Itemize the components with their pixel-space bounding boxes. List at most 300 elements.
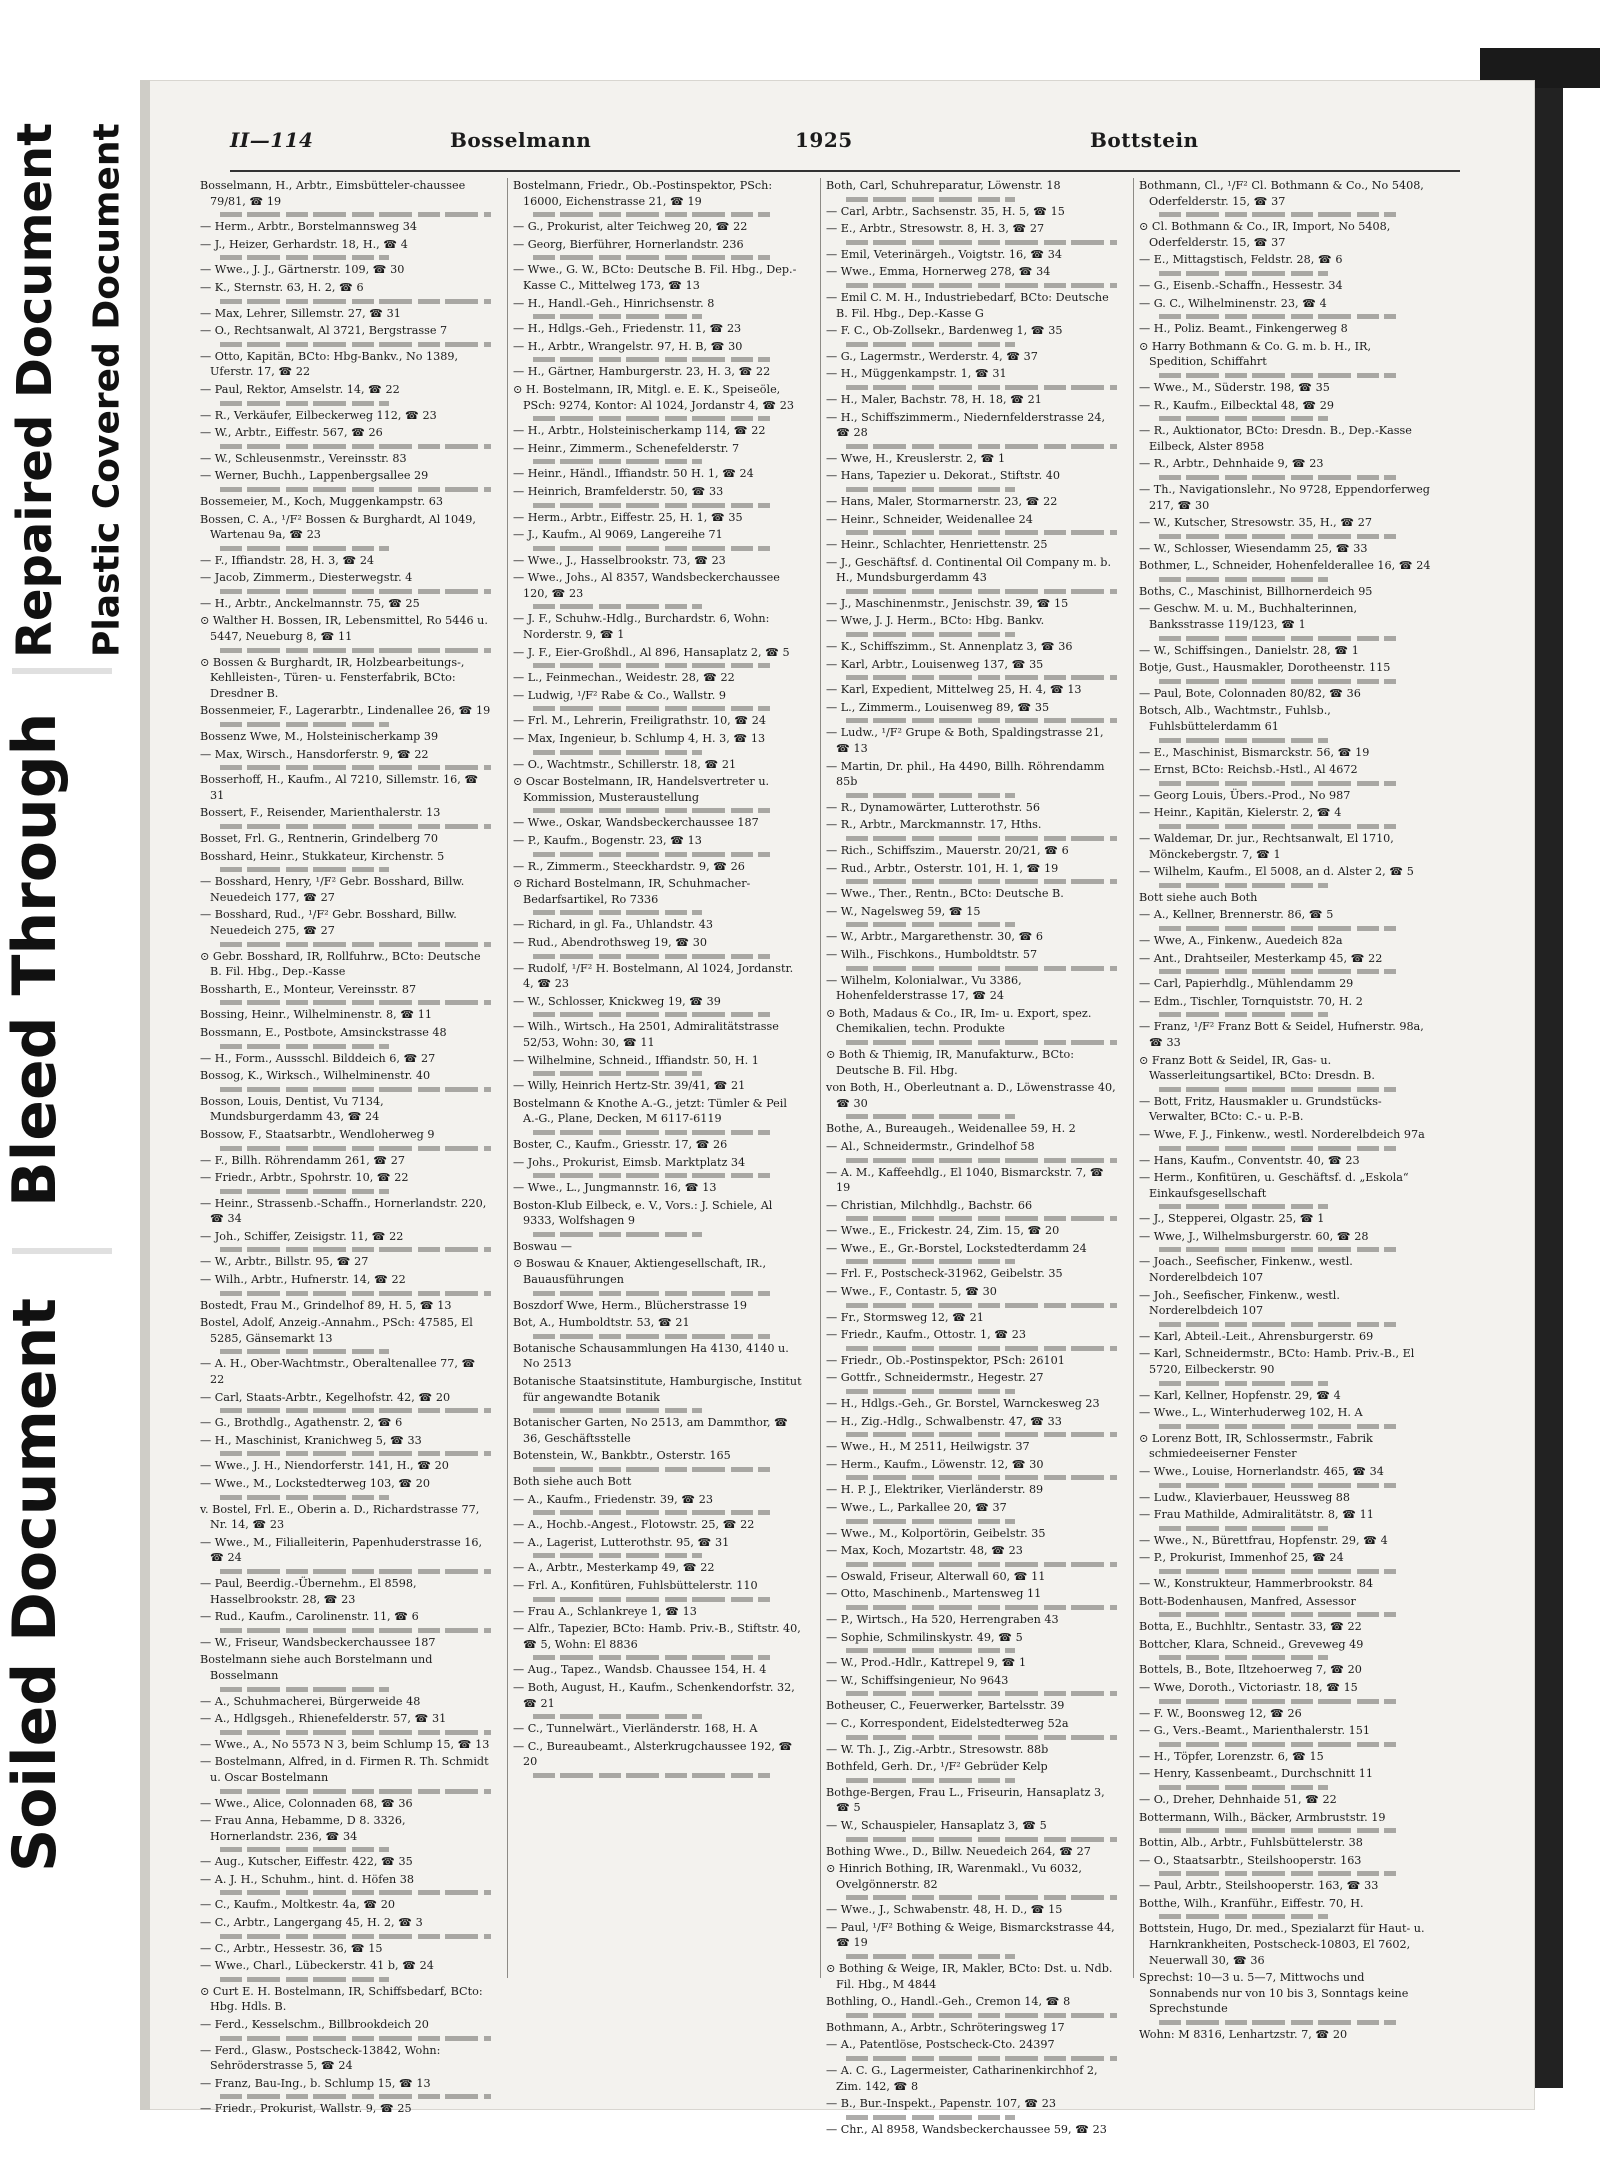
directory-entry [826,1630,1118,1654]
print-continuation-line [220,1890,491,1895]
entry-text: — Heinr., Strassenb.-Schaffn., Hornerlandstr. 220, ☎ 34 [200,1196,487,1226]
directory-entry [513,237,805,261]
print-continuation-line [1159,212,1396,217]
directory-entry [200,1254,492,1270]
entry-text: — Th., Navigationslehr., No 9728, Eppendorferweg 217, ☎ 30 [1139,482,1430,512]
print-continuation-line [533,1130,770,1135]
directory-entry [513,1662,805,1678]
directory-entry [1139,1550,1431,1574]
directory-entry [826,1612,1118,1628]
entry-text: — C., Tunnelwärt., Vierländerstr. 168, H. A [513,1722,758,1736]
directory-entry [513,917,805,933]
entry-text: ⊙ Gebr. Bosshard, IR, Rollfuhrw., BCto: Deutsche B. Fil. Hbg., Dep.-Kasse [200,949,481,979]
entry-text: — Wwe., M., Filialleiterin, Papenhuderstrasse 16, ☎ 24 [200,1535,483,1565]
directory-entry [513,1053,805,1077]
print-continuation-line [220,1291,491,1296]
entry-text: — H., Müggenkampstr. 1, ☎ 31 [826,367,1007,381]
print-continuation-line [846,487,1015,492]
entry-text: Botanische Schausammlungen Ha 4130, 4140 u. No 2513 [513,1341,789,1371]
directory-entry [1139,703,1431,742]
directory-entry [826,1047,1118,1078]
entry-text: — L., Feinmechan., Weidestr. 28, ☎ 22 [513,671,735,685]
entry-text: — H., Maler, Bachstr. 78, H. 18, ☎ 21 [826,392,1042,406]
directory-entry [1139,1053,1431,1092]
directory-entry [200,805,492,829]
entry-text: — Ferd., Glasw., Postscheck-13842, Wohn: Sehröderstrasse 5, ☎ 24 [200,2043,441,2073]
directory-entry [513,1535,805,1559]
directory-entry [1139,1388,1431,1404]
entry-text: — Wwe., Johs., Al 8357, Wandsbeckerchaussee 120, ☎ 23 [513,571,780,600]
print-continuation-line [846,1303,1117,1308]
entry-text: — Friedr., Prokurist, Wallstr. 9, ☎ 25 [200,2102,412,2116]
directory-entry [826,800,1118,816]
directory-entry [826,1080,1118,1119]
directory-entry [1139,660,1431,684]
entry-text: — Joach., Seefischer, Finkenw., westl. Norderelbdeich 107 [1139,1255,1353,1285]
entry-text: — Wwe, J. J. Herm., BCto: Hbg. Bankv. [826,614,1045,628]
directory-entry [1139,1680,1431,1704]
directory-entry [826,657,1118,681]
directory-entry [1139,584,1431,600]
entry-text: — L., Zimmerm., Louisenweg 89, ☎ 35 [826,700,1050,714]
directory-entry [200,982,492,1006]
print-continuation-line [533,314,702,319]
entry-text: — A., Kellner, Brennerstr. 86, ☎ 5 [1139,908,1334,922]
print-continuation-line [533,459,702,464]
directory-entry [200,2017,492,2041]
entry-text: — A. H., Ober-Wachtmstr., Oberaltenallee 77, ☎ 22 [200,1357,476,1387]
directory-entry [200,1609,492,1633]
entry-text: — W., Schauspieler, Hansaplatz 3, ☎ 5 [826,1818,1047,1832]
directory-entry [513,1374,805,1413]
entry-text: — E., Maschinist, Bismarckstr. 56, ☎ 19 [1139,745,1370,759]
entry-text: — W., Schiffsingenieur, No 9643 [826,1673,1009,1687]
directory-entry [200,1984,492,2015]
directory-entry [513,382,805,421]
directory-entry [513,219,805,235]
entry-text: — O., Rechtsanwalt, Al 3721, Bergstrasse 7 [200,324,448,338]
entry-text: — Carl, Arbtr., Sachsenstr. 35, H. 5, ☎ 15 [826,204,1065,218]
entry-text: — Ferd., Kesselschm., Billbrookdeich 20 [200,2018,429,2032]
entry-text: — H., Poliz. Beamt., Finkengerweg 8 [1139,322,1348,336]
entry-text: — Wwe., M., Lockstedterweg 103, ☎ 20 [200,1477,431,1490]
entry-text: Bossmann, E., Postbote, Amsinckstrasse 48 [200,1025,447,1039]
entry-text: — Wwe., F., Contastr. 5, ☎ 30 [826,1285,997,1299]
directory-entry [1139,1507,1431,1531]
print-continuation-line [1159,738,1328,743]
entry-text: Boszdorf Wwe, Herm., Blücherstrasse 19 [513,1298,747,1312]
print-continuation-line [533,910,702,915]
entry-text: Bothling, O., Handl.-Geh., Cremon 14, ☎ 8 [826,1995,1071,2009]
directory-entry [826,1586,1118,1610]
print-continuation-line [533,357,770,362]
entry-text: — Hans, Tapezier u. Dekorat., Stiftstr. 40 [826,469,1060,483]
entry-text: — Herm., Konfitüren, u. Geschäftsf. d. „Eskola“ Einkaufsgesellschaft [1139,1171,1409,1200]
directory-entry [826,1482,1118,1498]
directory-entry [513,1621,805,1660]
entry-text: — C., Bureaubeamt., Alsterkrugchaussee 192, ☎ 20 [513,1739,793,1769]
entry-text: — Karl, Kellner, Hopfenstr. 29, ☎ 4 [1139,1388,1341,1402]
directory-entry [513,1198,805,1237]
entry-text: — A. M., Kaffeehdlg., El 1040, Bismarckstr. 7, ☎ 19 [826,1165,1104,1195]
directory-entry [200,1754,492,1793]
directory-entry [826,555,1118,594]
directory-entry [513,296,805,320]
directory-entry [1139,558,1431,582]
directory-entry [200,1170,492,1194]
directory-entry [513,1239,805,1255]
entry-text: — Wwe., E., Frickestr. 24, Zim. 15, ☎ 20 [826,1224,1060,1238]
directory-entry [513,1415,805,1446]
entry-text: — W., Prod.-Hdlr., Kattrepel 9, ☎ 1 [826,1656,1027,1670]
print-continuation-line [533,416,770,421]
entry-text: — Sophie, Schmilinskystr. 49, ☎ 5 [826,1630,1023,1644]
print-continuation-line [533,1173,770,1178]
entry-text: Botthe, Wilh., Kranführ., Eiffestr. 70, H. [1139,1896,1364,1910]
directory-entry [200,1711,492,1735]
directory-entry [200,512,492,551]
directory-entry [1139,1706,1431,1722]
directory-entry [1139,1749,1431,1765]
entry-text: Bott-Bodenhausen, Manfred, Assessor [1139,1594,1356,1608]
entry-text: — Georg Louis, Übers.-Prod., No 987 [1139,788,1351,802]
entry-text: — R., Zimmerm., Steeckhardstr. 9, ☎ 26 [513,859,745,873]
repaired-document-label: Repaired Document [7,122,63,658]
directory-entry [826,973,1118,1004]
entry-text: — G., Vers.-Beamt., Marienthalerstr. 151 [1139,1724,1370,1738]
directory-entry [1139,398,1431,422]
print-continuation-line [846,966,1117,971]
directory-entry [826,178,1118,202]
entry-text: Both, Carl, Schuhreparatur, Löwenstr. 18 [826,179,1061,192]
print-continuation-line [1159,1087,1396,1092]
directory-entry [1139,1019,1431,1050]
print-continuation-line [846,444,1117,449]
entry-text: — Carl, Papierhdlg., Mühlendamm 29 [1139,977,1354,991]
entry-text: Bott siehe auch Both [1139,890,1258,904]
entry-text: — Waldemar, Dr. jur., Rechtsanwalt, El 1710, Mönckebergstr. 7, ☎ 1 [1139,832,1394,861]
entry-text: Boths, C., Maschinist, Billhornerdeich 95 [1139,584,1373,598]
directory-entry [200,1897,492,1913]
directory-entry [1139,252,1431,276]
directory-entry [826,639,1118,655]
entry-text: Bossemeier, M., Koch, Muggenkampstr. 63 [200,494,443,508]
directory-entry [826,247,1118,263]
print-continuation-line [533,1655,770,1660]
directory-entry [826,1569,1118,1585]
entry-text: — H., Hdlgs.-Geh., Gr. Borstel, Warnckesweg 23 [826,1397,1100,1411]
entry-text: — O., Wachtmstr., Schillerstr. 18, ☎ 21 [513,757,737,771]
entry-text: — W., Arbtr., Margarethenstr. 30, ☎ 6 [826,930,1044,944]
entry-text: — Emil, Veterinärgeh., Voigtstr. 16, ☎ 34 [826,247,1062,261]
print-continuation-line [846,1895,1117,1900]
directory-entry [200,1694,492,1710]
directory-entry [200,1535,492,1574]
directory-entry [200,1652,492,1691]
entry-text: — Wwe., Emma, Hornerweg 278, ☎ 34 [826,265,1051,279]
print-continuation-line [1159,1828,1396,1833]
directory-entry [200,280,492,304]
entry-text: — Max, Ingenieur, b. Schlump 4, H. 3, ☎ 13 [513,732,766,746]
print-continuation-line [1159,1871,1396,1876]
entry-text: — Wwe., J., Hasselbrookstr. 73, ☎ 23 [513,553,726,567]
entry-text: — Wwe., Charl., Lübeckerstr. 41 b, ☎ 24 [200,1959,434,1973]
print-continuation-line [1159,2020,1396,2025]
entry-text: Bostedt, Frau M., Grindelhof 89, H. 5, ☎ 13 [200,1298,452,1312]
entry-text: Boston-Klub Eilbeck, e. V., Vors.: J. Schiele, Al 9333, Wolfshagen 9 [513,1198,773,1228]
entry-text: von Both, H., Oberleutnant a. D., Löwenstrasse 40, ☎ 30 [826,1081,1116,1110]
directory-entry [200,1502,492,1533]
directory-column-2 [513,178,805,1780]
directory-entry [200,1025,492,1049]
entry-text: — A., Patentlöse, Postscheck-Cto. 24397 [826,2038,1055,2052]
directory-entry [200,1433,492,1457]
directory-entry [826,349,1118,365]
print-continuation-line [846,1837,1117,1842]
directory-entry [826,725,1118,756]
entry-text: — Wwe., N., Bürettfrau, Hopfenstr. 29, ☎ 4 [1139,1533,1388,1547]
directory-entry [1139,321,1431,337]
entry-text: Bosson, Louis, Dentist, Vu 7134, Mundsburgerdamm 43, ☎ 24 [200,1094,384,1124]
directory-entry [200,494,492,510]
entry-text: — Wwe., J. J., Gärtnerstr. 109, ☎ 30 [200,263,405,277]
directory-entry [1139,1835,1431,1851]
entry-text: — A. J. H., Schuhm., hint. d. Höfen 38 [200,1872,415,1886]
print-continuation-line [533,1553,702,1558]
print-continuation-line [846,530,1117,535]
entry-text: — G., Lagermstr., Werderstr. 4, ☎ 37 [826,349,1038,363]
entry-text: — Max, Koch, Mozartstr. 48, ☎ 23 [826,1544,1023,1558]
print-continuation-line [1159,534,1396,539]
directory-entry [200,655,492,702]
print-continuation-line [220,212,491,217]
entry-text: — Rud., Arbtr., Osterstr. 101, H. 1, ☎ 19 [826,861,1059,875]
entry-text: Bothmann, A., Arbtr., Schröteringsweg 17 [826,2020,1065,2034]
directory-entry [513,713,805,729]
directory-entry [513,423,805,439]
directory-entry [1139,907,1431,931]
directory-entry [200,1737,492,1753]
print-continuation-line [846,283,1117,288]
entry-text: — Herm., Kaufm., Löwenstr. 12, ☎ 30 [826,1457,1044,1471]
directory-entry [826,1165,1118,1196]
entry-text: Bottels, B., Bote, Iltzehoerweg 7, ☎ 20 [1139,1663,1362,1677]
last-keyword: Bottstein [1090,128,1199,152]
entry-text: — A., Hdlgsgeh., Rhienefelderstr. 57, ☎ 31 [200,1712,447,1726]
entry-text: — Joh., Schiffer, Zeisigstr. 11, ☎ 22 [200,1229,404,1243]
directory-entry [826,1327,1118,1351]
directory-entry [826,1902,1118,1918]
directory-entry [200,1229,492,1253]
entry-text: — W., Arbtr., Eiffestr. 567, ☎ 26 [200,426,383,440]
print-continuation-line [846,1691,1117,1696]
entry-text: — Chr., Al 8958, Wandsbeckerchaussee 59, ☎ 23 [826,2122,1107,2136]
directory-entry [826,1543,1118,1567]
entry-text: — Wwe., L., Jungmannstr. 16, ☎ 13 [513,1181,717,1195]
entry-text: Bottin, Alb., Arbtr., Fuhlsbüttelerstr. 38 [1139,1836,1363,1850]
entry-text: Bothfeld, Gerh. Dr., ¹/F² Gebrüder Kelp [826,1760,1048,1774]
print-continuation-line [533,212,770,217]
entry-text: — Frl. M., Lehrerin, Freiligrathstr. 10, ☎ 24 [513,714,767,728]
print-continuation-line [220,589,491,594]
print-continuation-line [846,2056,1117,2061]
entry-text: — Fr., Stormsweg 12, ☎ 21 [826,1310,984,1324]
print-continuation-line [533,1597,770,1602]
page-header [230,128,1460,162]
entry-text: — C., Arbtr., Langergang 45, H. 2, ☎ 3 [200,1916,423,1930]
directory-entry [826,1920,1118,1959]
print-continuation-line [220,867,389,872]
entry-text: Bossog, K., Wirksch., Wilhelminenstr. 40 [200,1069,431,1083]
plastic-covered-document-label: Plastic Covered Document [86,123,128,657]
entry-text: — G. C., Wilhelminenstr. 23, ☎ 4 [1139,296,1327,310]
print-continuation-line [533,852,770,857]
entry-text: — Wwe., E., Gr.-Borstel, Lockstedterdamm 24 [826,1241,1087,1255]
directory-entry [826,2037,1118,2061]
directory-entry [513,1517,805,1533]
entry-text: — J., Geschäftsf. d. Continental Oil Company m. b. H., Mundsburgerdamm 43 [826,555,1112,585]
directory-entry [1139,1288,1431,1327]
directory-entry [1139,1464,1431,1488]
directory-entry [826,1759,1118,1783]
print-continuation-line [220,1495,389,1500]
entry-text: — K., Sternstr. 63, H. 2, ☎ 6 [200,280,364,294]
directory-entry [1139,1594,1431,1618]
entry-text: — Both, August, H., Kaufm., Schenkendorfstr. 32, ☎ 21 [513,1680,795,1710]
entry-text: — Bosshard, Henry, ¹/F² Gebr. Bosshard, Billw. Neuedeich 177, ☎ 27 [200,875,465,904]
directory-entry [513,510,805,526]
entry-text: — B., Bur.-Inspekt., Papenstr. 107, ☎ 23 [826,2097,1056,2111]
entry-text: — Wwe, F. J., Finkenw., westl. Norderelbdeich 97a [1139,1127,1425,1141]
directory-entry [826,1310,1118,1326]
entry-text: — O., Dreher, Dehnhaide 51, ☎ 22 [1139,1792,1337,1806]
entry-text: — Friedr., Ob.-Postinspektor, PSch: 26101 [826,1353,1065,1367]
directory-entry [513,688,805,712]
entry-text: — Heinr., Händl., Iffiandstr. 50 H. 1, ☎ 24 [513,467,754,481]
directory-entry [200,907,492,946]
entry-text: — E., Mittagstisch, Feldstr. 28, ☎ 6 [1139,253,1343,267]
print-continuation-line [846,836,1117,841]
entry-text: Boster, C., Kaufm., Griesstr. 17, ☎ 26 [513,1137,728,1151]
directory-entry [513,1578,805,1602]
directory-entry [1139,864,1431,888]
entry-text: ⊙ Boswau & Knauer, Aktiengesellschaft, IR., Bauausführungen [513,1257,767,1287]
directory-column-3 [826,178,1118,2139]
entry-text: Bottstein, Hugo, Dr. med., Spezialarzt für Haut- u. Harnkrankheiten, Postscheck-10803, El 7602, Neuerwall 30, ☎ 36 [1139,1922,1425,1967]
directory-entry [513,833,805,857]
directory-entry [513,484,805,508]
directory-entry [200,1854,492,1870]
print-continuation-line [846,793,1015,798]
entry-text: — G., Eisenb.-Schaffn., Hessestr. 34 [1139,278,1343,292]
print-continuation-line [1159,373,1396,378]
entry-text: — Rud., Kaufm., Carolinenstr. 11, ☎ 6 [200,1610,419,1624]
entry-text: — J. F., Schuhw.-Hdlg., Burchardstr. 6, Wohn: Norderstr. 9, ☎ 1 [513,612,770,642]
directory-entry [513,1604,805,1620]
entry-text: — A., Lagerist, Lutterothstr. 95, ☎ 31 [513,1535,730,1549]
directory-entry [1139,745,1431,761]
entry-text: — W., Konstrukteur, Hammerbrookstr. 84 [1139,1576,1374,1590]
entry-text: Bothmann, Cl., ¹/F² Cl. Bothmann & Co., No 5408, Oderfelderstr. 15, ☎ 37 [1139,179,1424,208]
print-continuation-line [220,1189,389,1194]
entry-text: — W., Schiffsingen., Danielstr. 28, ☎ 1 [1139,643,1359,657]
directory-entry [513,994,805,1018]
directory-entry [200,1635,492,1651]
directory-entry [826,264,1118,288]
print-continuation-line [220,1789,491,1794]
print-continuation-line [846,1158,1117,1163]
entry-text: — Otto, Maschinenb., Martensweg 11 [826,1587,1042,1601]
directory-entry [200,1298,492,1314]
entry-text: — Franz, Bau-Ing., b. Schlump 15, ☎ 13 [200,2076,431,2090]
entry-text: — P., Kaufm., Bogenstr. 23, ☎ 13 [513,834,702,847]
print-continuation-line [1159,1424,1396,1429]
print-continuation-line [846,385,1117,390]
print-continuation-line [1159,636,1396,641]
directory-entry [513,731,805,755]
entry-text: Bothge-Bergen, Frau L., Friseurin, Hansaplatz 3, ☎ 5 [826,1785,1105,1815]
entry-text: — R., Verkäufer, Eilbeckerweg 112, ☎ 23 [200,408,437,422]
directory-entry [513,774,805,813]
entry-text: — Ludwig, ¹/F² Rabe & Co., Wallstr. 9 [513,688,726,702]
entry-text: — C., Korrespondent, Eidelstedterweg 52a [826,1716,1069,1730]
directory-entry [1139,1878,1431,1894]
print-continuation-line [846,1778,1015,1783]
print-continuation-line [1159,781,1396,786]
directory-entry [1139,219,1431,250]
print-continuation-line [220,648,491,653]
directory-entry [1139,1810,1431,1834]
entry-text: Bothing Wwe., D., Billw. Neuedeich 264, ☎ 27 [826,1844,1091,1858]
entry-text: — Karl, Expedient, Mittelweg 25, H. 4, ☎ 13 [826,683,1082,697]
print-continuation-line [220,1146,491,1151]
directory-entry [513,1256,805,1295]
entry-text: Bossert, F., Reisender, Marienthalerstr. 13 [200,806,441,820]
entry-text: — Martin, Dr. phil., Ha 4490, Billh. Röhrendamm 85b [826,759,1105,789]
directory-entry [826,682,1118,698]
soiled-document-label: Soiled Document [0,1298,70,1873]
print-continuation-line [846,879,1117,884]
directory-entry [1139,890,1431,906]
directory-entry [1139,933,1431,949]
print-continuation-line [220,1847,389,1852]
directory-entry [1139,1431,1431,1462]
print-continuation-line [846,197,1015,202]
entry-text: — H., Arbtr., Anckelmannstr. 75, ☎ 25 [200,596,420,610]
column-divider [507,178,508,1978]
directory-entry [826,290,1118,321]
print-continuation-line [533,255,770,260]
directory-entry [826,759,1118,798]
directory-entry [513,859,805,875]
entry-text: ⊙ Harry Bothmann & Co. G. m. b. H., IR, Spedition, Schiffahrt [1139,339,1372,369]
entry-text: — Rud., Abendrothsweg 19, ☎ 30 [513,935,707,949]
print-continuation-line [846,240,1117,245]
directory-entry [826,1223,1118,1239]
entry-text: — A., Schuhmacherei, Bürgerweide 48 [200,1694,421,1708]
entry-text: Bossenz Wwe, M., Holsteinischerkamp 39 [200,730,439,744]
entry-text: — Frl. F., Postscheck-31962, Geibelstr. 35 [826,1267,1063,1281]
entry-text: — W., Schleusenmstr., Vereinsstr. 83 [200,451,407,465]
print-continuation-line [846,1389,1015,1394]
directory-entry [200,262,492,278]
print-continuation-line [846,1648,1015,1653]
entry-text: Bosselmann, H., Arbtr., Eimsbütteler-chaussee 79/81, ☎ 19 [200,179,466,208]
print-continuation-line [533,1334,770,1339]
print-continuation-line [846,1259,1015,1264]
directory-entry [513,935,805,959]
directory-entry [513,1078,805,1094]
